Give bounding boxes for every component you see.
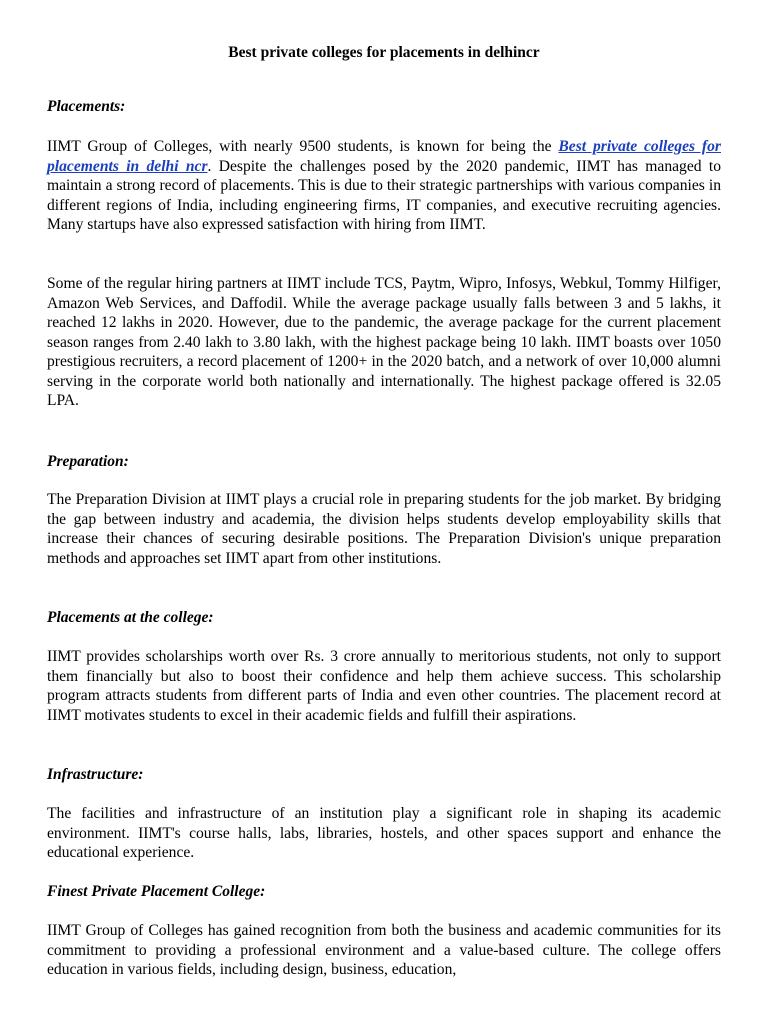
paragraph-placements-at-college: IIMT provides scholarships worth over Rs. 3 crore annually to meritorious students, not only to support them financially but also to boost their confidence and help them achieve success. This scholarship program attracts students from different parts of India and even other countries. The placement record at IIMT motivates students to excel in their academic fields and fulfill their aspirations. (47, 648, 721, 724)
paragraph-placements-2: Some of the regular hiring partners at IIMT include TCS, Paytm, Wipro, Infosys, Webkul, Tommy Hilfiger, Amazon Web Services, and Daffodil. While the average package usually falls between 3 and 5 lakhs, it reached 12 lakhs in 2020. However, due to the pandemic, the average package for the current placement season ranges from 2.40 lakh to 3.80 lakh, with the highest package being 10 lakh. IIMT boasts over 1050 prestigious recruiters, a record placement of 1200+ in the 2020 batch, and a network of over 10,000 alumni serving in the corporate world both nationally and internationally. The highest package offered is 32.05 LPA. (47, 275, 721, 409)
best-private-colleges-link[interactable]: Best private colleges for placements in delhi ncr (47, 138, 721, 175)
paragraph-preparation: The Preparation Division at IIMT plays a crucial role in preparing students for the job market. By bridging the gap between industry and academia, the division helps students develop employability skills that increase their chances of securing desirable positions. The Preparation Division's unique preparation methods and approaches set IIMT apart from other institutions. (47, 491, 721, 567)
paragraph-finest-private-placement: IIMT Group of Colleges has gained recognition from both the business and academic communities for its commitment to providing a professional environment and a value-based culture. The college offers education in various fields, including design, business, education, (47, 922, 721, 978)
paragraph-text: . Despite the challenges posed by the 2020 pandemic, IIMT has managed to maintain a strong record of placements. This is due to their strategic partnerships with various companies in different regions of India, including engineering firms, IT companies, and executive recruiting agencies. Many startups have also expressed satisfaction with hiring from IIMT. (47, 157, 721, 233)
document-title: Best private colleges for placements in delhincr (228, 44, 540, 61)
heading-placements-at-college: Placements at the college: (47, 609, 214, 626)
paragraph-infrastructure: The facilities and infrastructure of an institution play a significant role in shaping its academic environment. IIMT's course halls, labs, libraries, hostels, and other spaces support and enhance the educational experience. (47, 805, 721, 861)
heading-infrastructure: Infrastructure: (47, 766, 144, 783)
paragraph-text: IIMT Group of Colleges, with nearly 9500 students, is known for being the (47, 138, 559, 155)
paragraph-placements-1 (47, 137, 721, 235)
heading-placements: Placements: (47, 98, 126, 115)
heading-finest-private-placement: Finest Private Placement College: (47, 883, 266, 900)
heading-preparation: Preparation: (47, 453, 129, 470)
